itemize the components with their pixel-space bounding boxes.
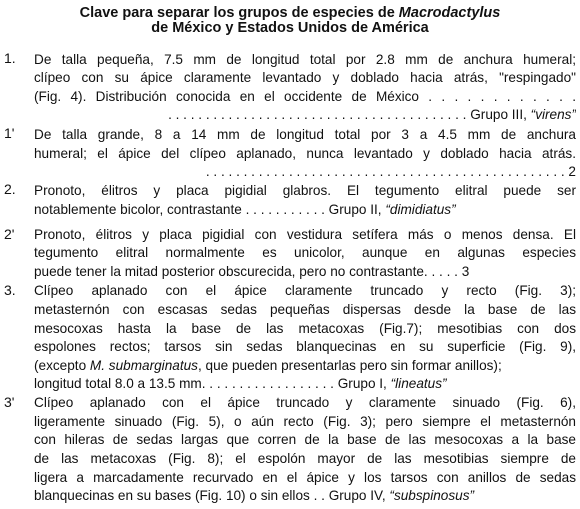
couplet-line: notablemente bicolor, contrastante . . . . . . . . . . . Grupo II, “dimidiatus” <box>34 202 456 217</box>
couplet-line: de las metacoxas (Fig. 8); el espolón mayor de las mesotibias siempre de <box>34 451 576 466</box>
line-text: notablemente bicolor, contrastante . . . . . . . . . . . Grupo II, <box>34 202 386 217</box>
line-text: , que pueden presentarlas pero sin formar anillos); <box>197 358 502 373</box>
line-text: blanquecinas en su bases (Fig. 10) o sin ellos . . Grupo IV, <box>34 488 390 503</box>
group-name: subspinosus <box>393 488 470 503</box>
line-text: longitud total 8.0 a 13.5 mm. . . . . . . . . . . . . . . . . . Grupo I, <box>34 376 391 391</box>
title-text: Clave para separar los grupos de especies de <box>79 5 399 21</box>
couplet-line: De talla grande, 8 a 14 mm de longitud total por 3 a 4.5 mm de anchura <box>34 127 576 142</box>
couplet-line: ligera a marcadamente recurvado en el ápice y los tarsos con anillos de sedas <box>34 470 576 485</box>
couplet-line: Clípeo aplanado con el ápice claramente truncado y recto (Fig. 3); <box>34 283 576 298</box>
group-name: dimidiatus <box>389 202 452 217</box>
couplet-line: Pronoto, élitros y placa pigidial con vestidura setífera más o menos densa. El <box>34 227 576 242</box>
couplet-line <box>34 357 576 374</box>
group-name: virens <box>535 107 572 122</box>
couplet-line: blanquecinas en su bases (Fig. 10) o sin ellos . . Grupo IV, “subspinosus” <box>34 488 475 503</box>
genus-name: Macrodactylus <box>398 5 501 21</box>
couplet-line: . . . . . . . . . . . . . . . . . . . . . . . . . . . . . . . . . . . . . . . . . . . . . . . . 2 <box>205 164 576 179</box>
couplet-line: puede tener la mitad posterior obscurecida, pero no contrastante. . . . . 3 <box>34 264 470 279</box>
couplet-line: ligeramente sinuado (Fig. 5), o aún recto (Fig. 3); pero siempre el metasternón <box>34 414 576 429</box>
group-name: lineatus <box>395 376 443 391</box>
couplet-line: espolones rectos; tarsos sin sedas blanquecinas en su superficie (Fig. 9), <box>34 339 576 354</box>
couplet-number: 2. <box>4 181 16 197</box>
couplet-line: mesocoxas hasta la base de las metacoxas (Fig.7); mesotibias con dos <box>34 321 576 336</box>
species-name: M. submarginatus <box>89 358 198 373</box>
line-text: (excepto <box>34 358 90 373</box>
couplet-number: 3. <box>4 282 16 298</box>
key-title-line-2: de México y Estados Unidos de América <box>151 20 429 36</box>
couplet-line: humeral; el ápice del clípeo aplanado, nunca levantado y doblado hacia atrás. <box>34 146 576 161</box>
couplet-line: (Fig. 4). Distribución conocida en el occidente de México . . . . . . . . . . . . <box>34 89 576 104</box>
line-text: . . . . . . . . . . . . . . . . . . . . . . . . . . . . . . . . . . . . . . . . Grupo III, <box>168 107 531 122</box>
couplet-line: De talla pequeña, 7.5 mm de longitud total por 2.8 mm de anchura humeral; <box>34 52 576 67</box>
couplet-line: tegumento elitral normalmente es unicolor, aunque en algunas especies <box>34 245 576 260</box>
couplet-line: metasternón con escasas sedas pequeñas dispersas desde la base de las <box>34 302 576 317</box>
couplet-line: Pronoto, élitros y placa pigidial glabros. El tegumento elitral puede ser <box>34 183 576 198</box>
couplet-line: clípeo con su ápice claramente levantado y doblado hacia atrás, "respingado" <box>34 70 576 85</box>
couplet-line: Clípeo aplanado con el ápice truncado y claramente sinuado (Fig. 6), <box>34 395 576 410</box>
couplet-number: 1. <box>4 50 16 66</box>
couplet-line: con hileras de sedas largas que corren de la base de las mesocoxas a la base <box>34 432 576 447</box>
couplet-number: 1' <box>4 125 15 141</box>
couplet-number: 3' <box>4 394 15 410</box>
couplet-line: . . . . . . . . . . . . . . . . . . . . . . . . . . . . . . . . . . . . . . . . Grupo III, “virens” <box>168 107 576 122</box>
couplet-line: longitud total 8.0 a 13.5 mm. . . . . . . . . . . . . . . . . . Grupo I, “lineatus” <box>34 376 447 391</box>
couplet-number: 2' <box>4 226 15 242</box>
